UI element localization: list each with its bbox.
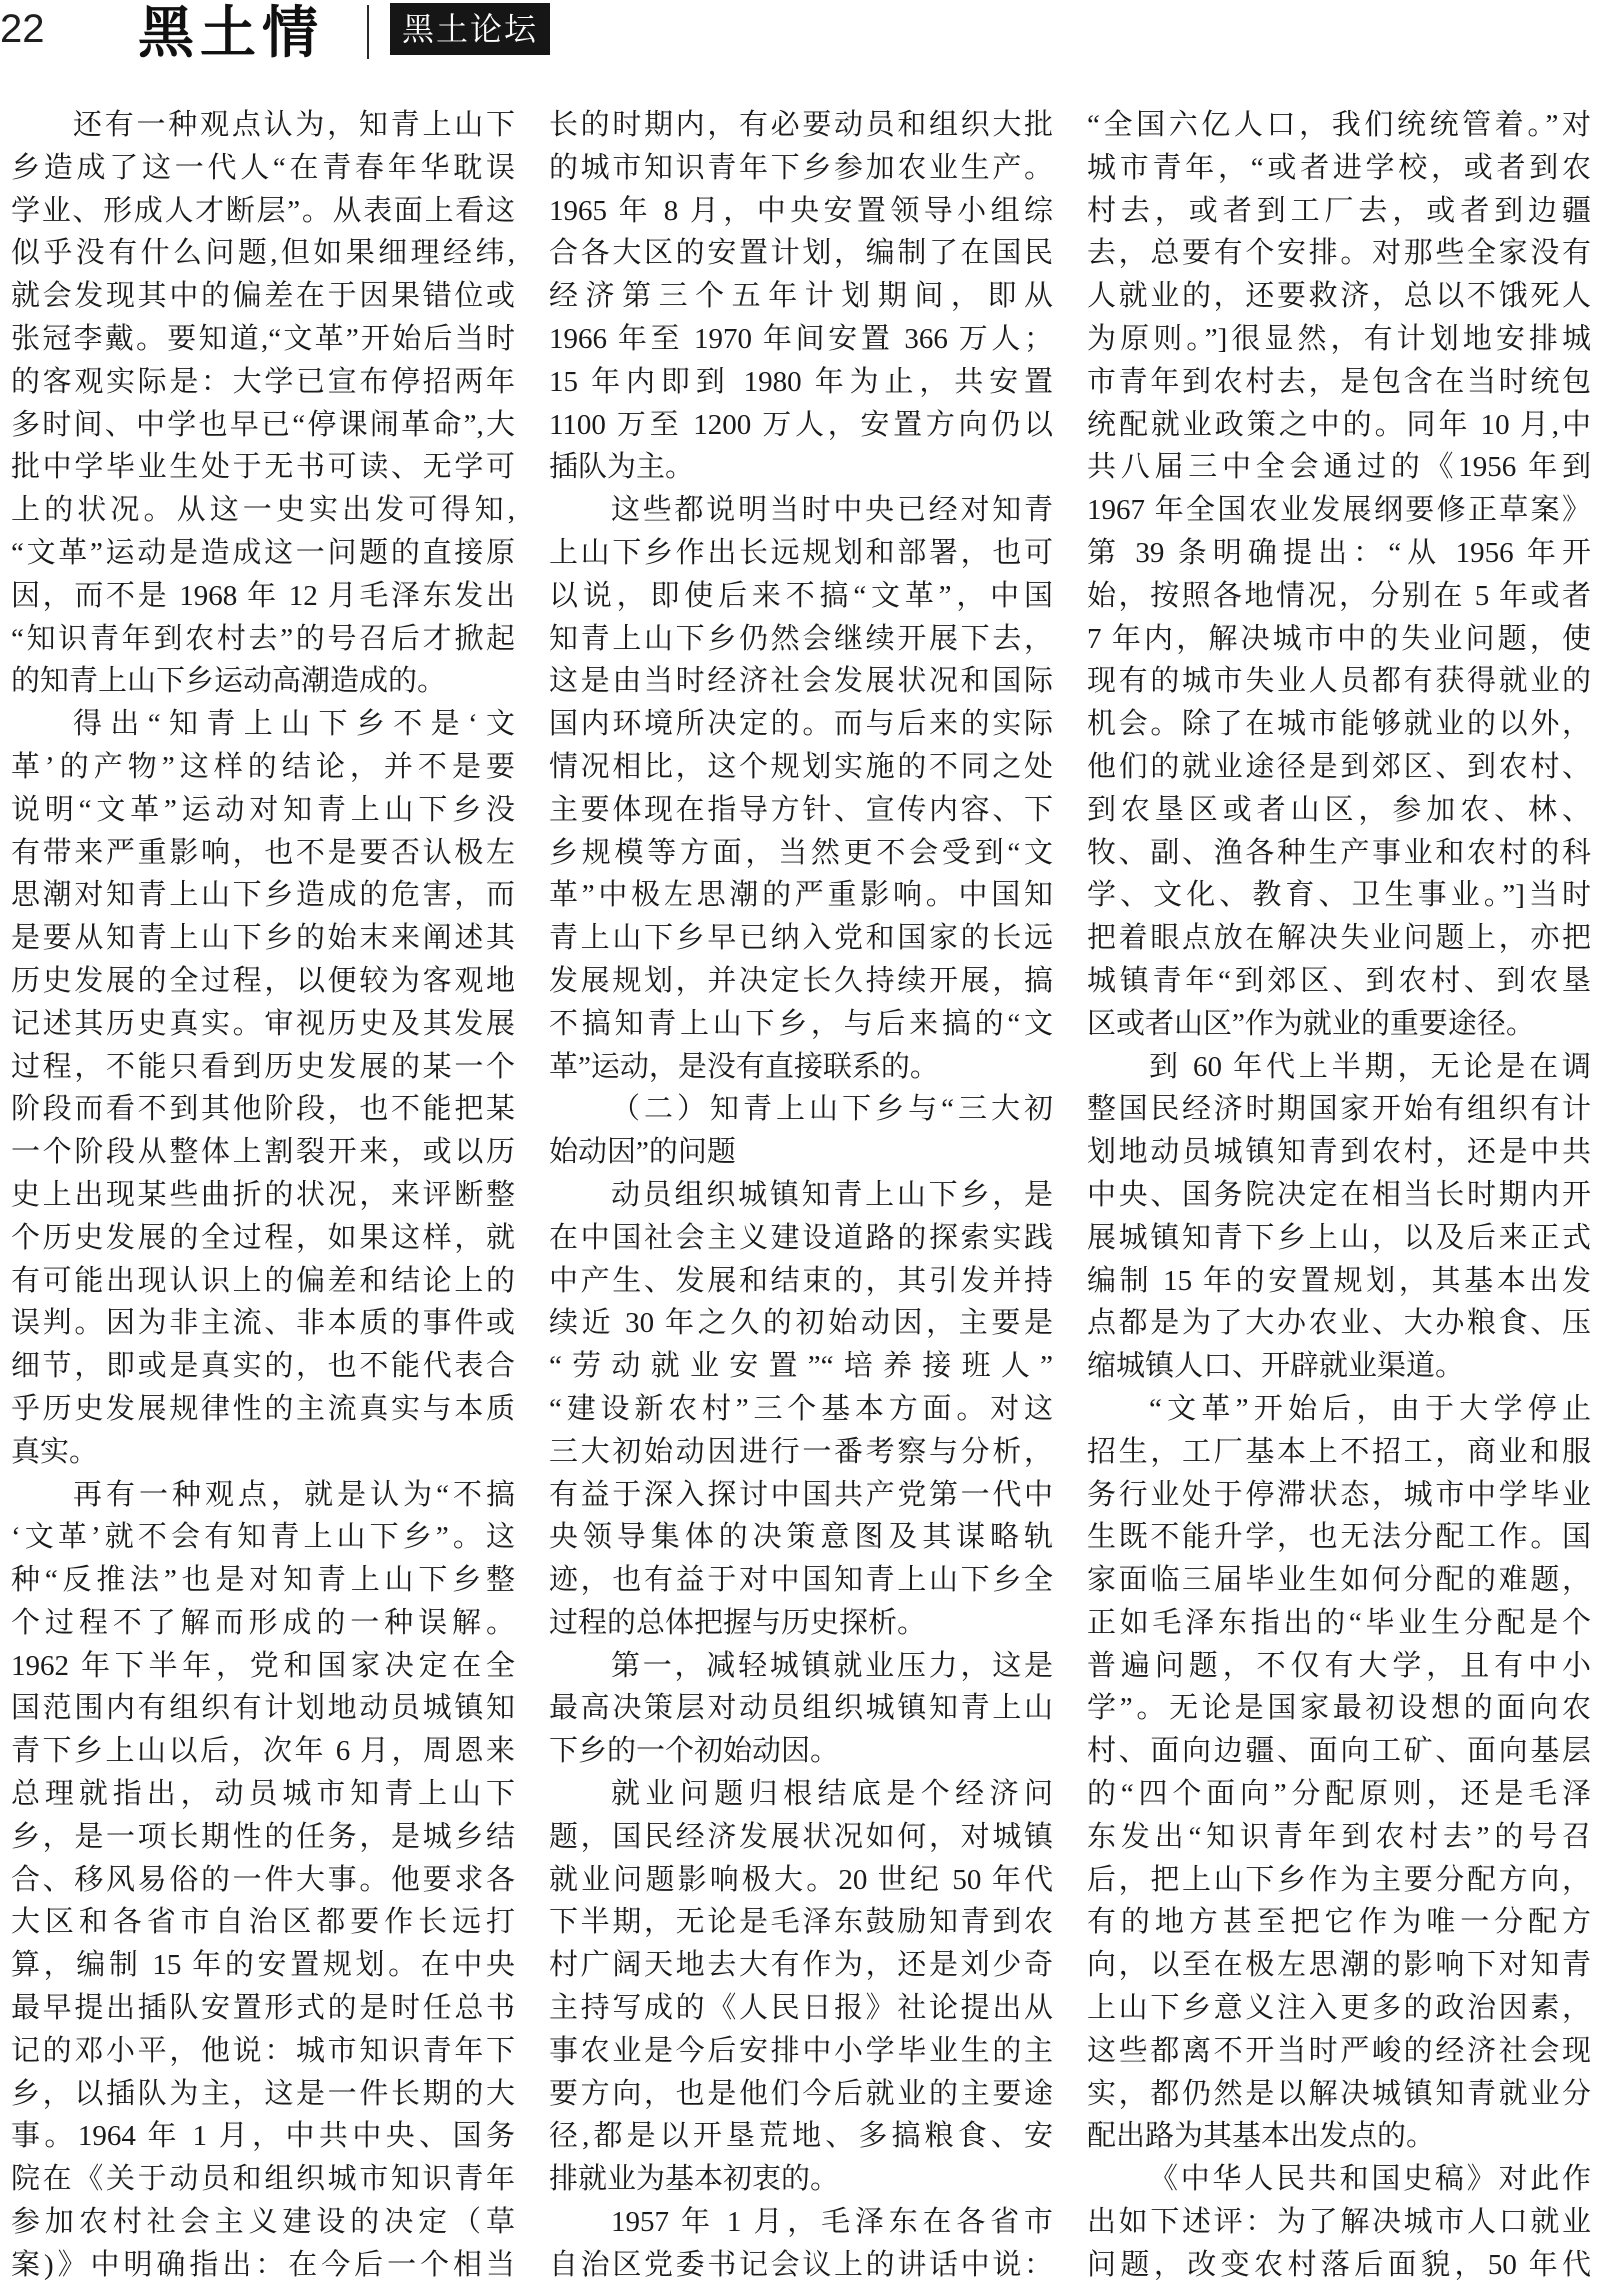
text-line: 革”中极左思潮的严重影响。中国知 xyxy=(549,879,1053,912)
text-line: 过程，不能只看到历史发展的某一个 xyxy=(11,1050,515,1083)
text-line: 国范围内有组织有计划地动员城镇知 xyxy=(11,1692,515,1725)
text-line: 生既不能升学，也无法分配工作。国 xyxy=(1087,1521,1591,1554)
text-line: 革’的产物”这样的结论，并不是要 xyxy=(11,750,515,783)
page-number: 22 xyxy=(0,7,45,51)
text-line: 情况相比，这个规划实施的不同之处 xyxy=(549,750,1053,783)
text-line: 经济第三个五年计划期间，即从 xyxy=(549,280,1053,313)
text-line: 实，都仍然是以解决城镇知青就业分 xyxy=(1087,2077,1591,2110)
text-line: 村广阔天地去大有作为，还是刘少奇 xyxy=(549,1949,1053,1982)
text-column-2 xyxy=(549,104,1053,2287)
text-line: 合各大区的安置计划，编制了在国民 xyxy=(549,237,1053,270)
text-line: 人就业的，还要救济，总以不饿死人 xyxy=(1087,280,1591,313)
text-line: 去，总要有个安排。对那些全家没有 xyxy=(1087,237,1591,270)
text-line: 发展规划，并决定长久持续开展，搞 xyxy=(549,964,1053,997)
paragraph xyxy=(549,489,1053,1088)
text-line: 说明“文革”运动对知青上山下乡没 xyxy=(11,793,515,826)
text-line: “全国六亿人口，我们统统管着。”对 xyxy=(1087,109,1591,141)
text-line: 村、面向边疆、面向工矿、面向基层 xyxy=(1087,1735,1591,1768)
text-line: 合、移风易俗的一件大事。他要求各 xyxy=(11,1863,515,1896)
text-line: 知青上山下乡仍然会继续开展下去， xyxy=(549,622,1053,655)
paragraph xyxy=(549,1088,1053,1174)
paragraph xyxy=(1087,104,1591,1046)
text-line: 自治区党委书记会议上的讲话中说： xyxy=(549,2248,1053,2281)
text-line: 机会。除了在城市能够就业的以外， xyxy=(1087,708,1591,741)
text-line: 这些都说明当时中央已经对知青 xyxy=(611,494,1053,527)
text-line: 1957 年 1 月，毛泽东在各省市 xyxy=(611,2206,1053,2239)
text-line: 央领导集体的决策意图及其谋略轨 xyxy=(549,1521,1053,1554)
text-line: 以说，即使后来不搞“文革”，中国 xyxy=(549,579,1053,612)
text-line: （二）知青上山下乡与“三大初 xyxy=(611,1093,1053,1126)
text-line: 这些都离不开当时严峻的经济社会现 xyxy=(1087,2034,1591,2067)
text-line: 要方向，也是他们今后就业的主要途 xyxy=(549,2077,1053,2110)
text-line: 为原则。”]很显然，有计划地安排城 xyxy=(1087,322,1591,355)
text-line: 青上山下乡早已纳入党和国家的长远 xyxy=(549,922,1053,955)
paragraph xyxy=(549,1773,1053,2201)
text-line: 牧、副、渔各种生产事业和农村的科 xyxy=(1087,836,1591,869)
text-line: 15 年内即到 1980 年为止，共安置 xyxy=(549,365,1053,398)
text-line: 一个阶段从整体上割裂开来，或以历 xyxy=(11,1136,515,1169)
text-line: 三大初始动因进行一番考察与分析， xyxy=(549,1435,1053,1468)
text-line: 插队为主。 xyxy=(549,451,695,484)
text-line: 是要从知青上山下乡的始末来阐述其 xyxy=(11,922,515,955)
text-line: 现有的城市失业人员都有获得就业的 xyxy=(1087,665,1591,698)
text-line: 家面临三届毕业生如何分配的难题， xyxy=(1087,1564,1591,1597)
text-line: 案)》中明确指出：在今后一个相当 xyxy=(11,2248,515,2281)
text-line: 算，编制 15 年的安置规划。在中央 xyxy=(11,1949,515,1982)
text-line: 点都是为了大办农业、大办粮食、压 xyxy=(1087,1307,1591,1340)
text-line: 最高决策层对动员组织城镇知青上山 xyxy=(549,1692,1053,1725)
text-line: 大区和各省市自治区都要作长远打 xyxy=(11,1906,515,1939)
text-line: 因，而不是 1968 年 12 月毛泽东发出 xyxy=(11,579,515,612)
text-line: 城镇青年“到郊区、到农村、到农垦 xyxy=(1087,964,1591,997)
text-line: 始，按照各地情况，分别在 5 年或者 xyxy=(1087,579,1591,612)
text-line: 编制 15 年的安置规划，其基本出发 xyxy=(1087,1264,1591,1297)
paragraph xyxy=(1087,2158,1591,2286)
text-line: 张冠李戴。要知道,“文革”开始后当时 xyxy=(11,322,515,355)
text-line: 青下乡上山以后，次年 6 月，周恩来 xyxy=(11,1735,515,1768)
text-line: 径,都是以开垦荒地、多搞粮食、安 xyxy=(549,2120,1053,2153)
text-line: 个历史发展的全过程，如果这样，就 xyxy=(11,1221,515,1254)
section-badge xyxy=(390,3,550,55)
text-line: 统配就业政策之中的。同年 10 月,中 xyxy=(1087,408,1591,441)
text-line: 历史发展的全过程，以便较为客观地 xyxy=(11,964,515,997)
text-line: 记的邓小平，他说：城市知识青年下 xyxy=(11,2034,515,2067)
text-line: 迹，也有益于对中国知青上山下乡全 xyxy=(549,1564,1053,1597)
text-line: 区或者山区”作为就业的重要途径。 xyxy=(1087,1007,1535,1040)
text-line: 共八届三中全会通过的《1956 年到 xyxy=(1087,451,1591,484)
text-line: 第 39 条明确提出：“从 1956 年开 xyxy=(1087,536,1591,569)
text-line: 后，把上山下乡作为主要分配方向， xyxy=(1087,1863,1591,1896)
section-label: 黑土论坛 xyxy=(401,10,538,48)
text-line: 出如下述评：为了解决城市人口就业 xyxy=(1087,2206,1591,2239)
text-line: 普遍问题，不仅有大学，且有中小 xyxy=(1087,1649,1591,1682)
text-line: 有可能出现认识上的偏差和结论上的 xyxy=(11,1264,515,1297)
paragraph xyxy=(549,2201,1053,2287)
paragraph xyxy=(11,1474,515,2287)
text-line: 过程的总体把握与历史探析。 xyxy=(549,1606,927,1639)
text-column-1 xyxy=(11,104,515,2287)
text-line: 有带来严重影响，也不是要否认极左 xyxy=(11,836,515,869)
text-line: 上山下乡意义注入更多的政治因素， xyxy=(1087,1992,1591,2025)
text-column-3 xyxy=(1087,104,1591,2287)
text-line: 就业问题归根结底是个经济问 xyxy=(611,1778,1053,1811)
text-line: 事农业是今后安排中小学毕业生的主 xyxy=(549,2034,1053,2067)
text-line: 还有一种观点认为，知青上山下 xyxy=(73,109,515,141)
text-line: 学业、形成人才断层”。从表面上看这 xyxy=(11,194,515,227)
text-line: 的“四个面向”分配原则，还是毛泽 xyxy=(1087,1778,1591,1811)
text-line: 1967 年全国农业发展纲要修正草案》 xyxy=(1087,494,1591,527)
text-line: 乡，以插队为主，这是一件长期的大 xyxy=(11,2077,515,2110)
text-line: 的城市知识青年下乡参加农业生产。 xyxy=(549,151,1053,184)
text-line: 参加农村社会主义建设的决定（草 xyxy=(11,2206,515,2239)
text-line: 1962 年下半年，党和国家决定在全 xyxy=(11,1649,515,1682)
text-line: 多时间、中学也早已“停课闹革命”,大 xyxy=(11,408,515,441)
text-line: 务行业处于停滞状态，城市中学毕业 xyxy=(1087,1478,1591,1511)
text-line: 他们的就业途径是到郊区、到农村、 xyxy=(1087,750,1591,783)
text-line: “劳动就业安置”“培养接班人” xyxy=(549,1350,1053,1383)
text-line: 就业问题影响极大。20 世纪 50 年代 xyxy=(549,1863,1053,1896)
text-line: 划地动员城镇知青到农村，还是中共 xyxy=(1087,1136,1591,1169)
text-line: 史上出现某些曲折的状况，来评断整 xyxy=(11,1178,515,1211)
text-line: 市青年到农村去，是包含在当时统包 xyxy=(1087,365,1591,398)
text-line: 误判。因为非主流、非本质的事件或 xyxy=(11,1307,515,1340)
text-line: 下乡的一个初始动因。 xyxy=(549,1735,840,1768)
text-line: 的客观实际是：大学已宣布停招两年 xyxy=(11,365,515,398)
text-line: 问题，改变农村落后面貌，50 年代 xyxy=(1087,2248,1591,2281)
text-line: 长的时期内，有必要动员和组织大批 xyxy=(549,109,1053,141)
text-line: 乡造成了这一代人“在青春年华耽误 xyxy=(11,151,515,184)
text-line: 革”运动，是没有直接联系的。 xyxy=(549,1050,939,1083)
text-line: 向，以至在极左思潮的影响下对知青 xyxy=(1087,1949,1591,1982)
text-line: 思潮对知青上山下乡造成的危害，而 xyxy=(11,879,515,912)
header-divider xyxy=(367,5,369,59)
text-line: 东发出“知识青年到农村去”的号召 xyxy=(1087,1820,1591,1853)
text-line: 《中华人民共和国史稿》对此作 xyxy=(1149,2163,1591,2196)
text-line: 主要体现在指导方针、宣传内容、下 xyxy=(549,793,1053,826)
text-line: 乡，是一项长期性的任务，是城乡结 xyxy=(11,1820,515,1853)
text-line: 再有一种观点，就是认为“不搞 xyxy=(73,1478,515,1511)
text-line: 的知青上山下乡运动高潮造成的。 xyxy=(11,665,447,698)
text-line: 村去，或者到工厂去，或者到边疆 xyxy=(1087,194,1591,227)
text-line: 下半期，无论是毛泽东鼓励知青到农 xyxy=(549,1906,1053,1939)
paragraph xyxy=(549,104,1053,489)
text-line: 事。1964 年 1 月，中共中央、国务 xyxy=(11,2120,515,2153)
text-line: 似乎没有什么问题,但如果细理经纬, xyxy=(11,237,515,270)
text-line: 就会发现其中的偏差在于因果错位或 xyxy=(11,280,515,313)
text-line: 招生，工厂基本上不招工，商业和服 xyxy=(1087,1435,1591,1468)
text-line: 正如毛泽东指出的“毕业生分配是个 xyxy=(1087,1606,1591,1639)
text-line: 乎历史发展规律性的主流真实与本质 xyxy=(11,1392,515,1425)
text-line: 到 60 年代上半期，无论是在调 xyxy=(1149,1050,1591,1083)
text-line: “知识青年到农村去”的号召后才掀起 xyxy=(11,622,515,655)
text-line: 上山下乡作出长远规划和部署，也可 xyxy=(549,536,1053,569)
text-line: 有益于深入探讨中国共产党第一代中 xyxy=(549,1478,1053,1511)
text-line: 这是由当时经济社会发展状况和国际 xyxy=(549,665,1053,698)
text-line: 记述其历史真实。审视历史及其发展 xyxy=(11,1007,515,1040)
text-line: 题，国民经济发展状况如何，对城镇 xyxy=(549,1820,1053,1853)
text-line: 细节，即或是真实的，也不能代表合 xyxy=(11,1350,515,1383)
paragraph xyxy=(549,1645,1053,1773)
text-line: 城市青年，“或者进学校，或者到农 xyxy=(1087,151,1591,184)
text-line: 院在《关于动员和组织城市知识青年 xyxy=(11,2163,515,2196)
text-line: 阶段而看不到其他阶段，也不能把某 xyxy=(11,1093,515,1126)
text-line: 批中学毕业生处于无书可读、无学可 xyxy=(11,451,515,484)
text-line: 排就业为基本初衷的。 xyxy=(549,2163,840,2196)
text-line: 种“反推法”也是对知青上山下乡整 xyxy=(11,1564,515,1597)
paragraph xyxy=(11,703,515,1473)
text-line: ‘文革’就不会有知青上山下乡”。这 xyxy=(11,1521,515,1554)
text-line: 不搞知青上山下乡，与后来搞的“文 xyxy=(549,1007,1053,1040)
text-line: 上的状况。从这一史实出发可得知, xyxy=(11,494,515,527)
paragraph xyxy=(1087,1388,1591,2158)
text-line: 续近 30 年之久的初始动因，主要是 xyxy=(549,1307,1053,1340)
text-line: 展城镇知青下乡上山，以及后来正式 xyxy=(1087,1221,1591,1254)
text-line: 动员组织城镇知青上山下乡，是 xyxy=(611,1178,1053,1211)
text-line: 1100 万至 1200 万人，安置方向仍以 xyxy=(549,408,1053,441)
text-line: 缩城镇人口、开辟就业渠道。 xyxy=(1087,1350,1465,1383)
text-line: 得出“知青上山下乡不是‘文 xyxy=(73,708,515,741)
text-line: 中产生、发展和结束的，其引发并持 xyxy=(549,1264,1053,1297)
text-line: 整国民经济时期国家开始有组织有计 xyxy=(1087,1093,1591,1126)
text-line: 有的地方甚至把它作为唯一分配方 xyxy=(1087,1906,1591,1939)
text-line: 学”。无论是国家最初设想的面向农 xyxy=(1087,1692,1591,1725)
paragraph xyxy=(11,104,515,703)
text-line: “建设新农村”三个基本方面。对这 xyxy=(549,1392,1053,1425)
text-line: 7 年内，解决城市中的失业问题，使 xyxy=(1087,622,1591,655)
text-line: 第一，减轻城镇就业压力，这是 xyxy=(611,1649,1053,1682)
text-line: 总理就指出，动员城市知青上山下 xyxy=(11,1778,515,1811)
text-line: “文革”开始后，由于大学停止 xyxy=(1149,1392,1591,1425)
text-line: 主持写成的《人民日报》社论提出从 xyxy=(549,1992,1053,2025)
paragraph xyxy=(1087,1046,1591,1388)
text-line: 乡规模等方面，当然更不会受到“文 xyxy=(549,836,1053,869)
text-line: “文革”运动是造成这一问题的直接原 xyxy=(11,536,515,569)
text-line: 真实。 xyxy=(11,1435,99,1468)
text-line: 国内环境所决定的。而与后来的实际 xyxy=(549,708,1053,741)
text-line: 个过程不了解而形成的一种误解。 xyxy=(11,1606,515,1639)
text-line: 中央、国务院决定在相当长时期内开 xyxy=(1087,1178,1591,1211)
text-line: 学、文化、教育、卫生事业。”]当时 xyxy=(1087,879,1591,912)
text-line: 到农垦区或者山区，参加农、林、 xyxy=(1087,793,1591,826)
masthead-logo: 黑土情 xyxy=(138,0,324,66)
text-line: 始动因”的问题 xyxy=(549,1136,736,1169)
paragraph xyxy=(549,1174,1053,1645)
text-line: 在中国社会主义建设道路的探索实践 xyxy=(549,1221,1053,1254)
text-line: 配出路为其基本出发点的。 xyxy=(1087,2120,1436,2153)
text-line: 1965 年 8 月，中央安置领导小组综 xyxy=(549,194,1053,227)
text-line: 把着眼点放在解决失业问题上，亦把 xyxy=(1087,922,1591,955)
text-line: 1966 年至 1970 年间安置 366 万人； xyxy=(549,322,1053,355)
text-line: 最早提出插队安置形式的是时任总书 xyxy=(11,1992,515,2025)
